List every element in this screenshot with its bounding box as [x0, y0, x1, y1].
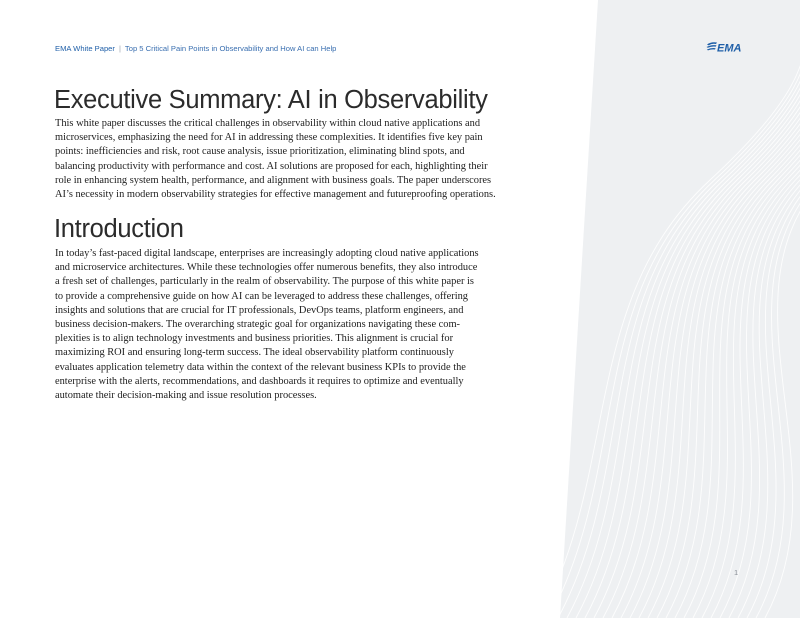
text-line: balancing productivity with performance and cost. AI solutions are proposed for each, highlighting their — [55, 160, 488, 172]
text-line: This white paper discusses the critical challenges in observability within cloud native applications and — [55, 118, 481, 129]
header-separator: | — [118, 44, 121, 53]
text-line: plexities is to align technology investments and business priorities. This alignment is crucial for — [55, 333, 454, 345]
text-line: AI’s necessity in modern observability strategies for effective management and futureproofing operations. — [55, 189, 496, 201]
introduction-paragraph — [55, 247, 545, 403]
text-line: In today’s fast-paced digital landscape, enterprises are increasingly adopting cloud native applications — [55, 248, 479, 259]
section-title-introduction: Introduction — [54, 215, 184, 243]
text-line: role in enhancing system health, performance, and alignment with business goals. The paper underscores — [55, 174, 492, 186]
text-line: insights and solutions that are crucial for IT professionals, DevOps teams, platform engineers, and — [55, 304, 464, 316]
decorative-side-panel — [560, 0, 800, 618]
header-brand: EMA White Paper — [55, 44, 115, 53]
text-line: business decision-makers. The overarching strategic goal for organizations navigating these com- — [55, 319, 461, 331]
wave-lines-graphic — [560, 0, 800, 618]
running-header — [55, 44, 336, 53]
text-line: points: inefficiencies and risk, root cause analysis, issue prioritization, eliminating blind spots, and — [55, 146, 465, 158]
logo-text: EMA — [717, 42, 742, 54]
text-line: to provide a comprehensive guide on how AI can be leveraged to address these challenges, offering — [55, 290, 468, 302]
executive-summary-paragraph — [55, 117, 545, 202]
text-line: microservices, emphasizing the need for AI in addressing these complexities. It identifies five key pain — [55, 132, 483, 144]
header-subtitle: Top 5 Critical Pain Points in Observability and How AI can Help — [124, 44, 337, 53]
text-line: evaluates application telemetry data within the context of the relevant business KPIs to provide the — [55, 361, 466, 373]
text-line: enterprise with the alerts, recommendations, and dashboards it requires to optimize and eventually — [55, 375, 464, 387]
text-line: automate their decision-making and issue resolution processes. — [55, 390, 317, 402]
text-line: a fresh set of challenges, particularly in the realm of observability. The purpose of this white paper is — [55, 276, 474, 288]
page-number: 1 — [734, 568, 739, 577]
text-line: maximizing ROI and ensuring long-term success. The ideal observability platform continuously — [55, 347, 454, 359]
text-line: and microservice architectures. While these technologies offer numerous benefits, they also introduce — [55, 262, 478, 274]
section-title-executive-summary: Executive Summary: AI in Observability — [54, 86, 488, 114]
ema-logo — [706, 40, 748, 54]
